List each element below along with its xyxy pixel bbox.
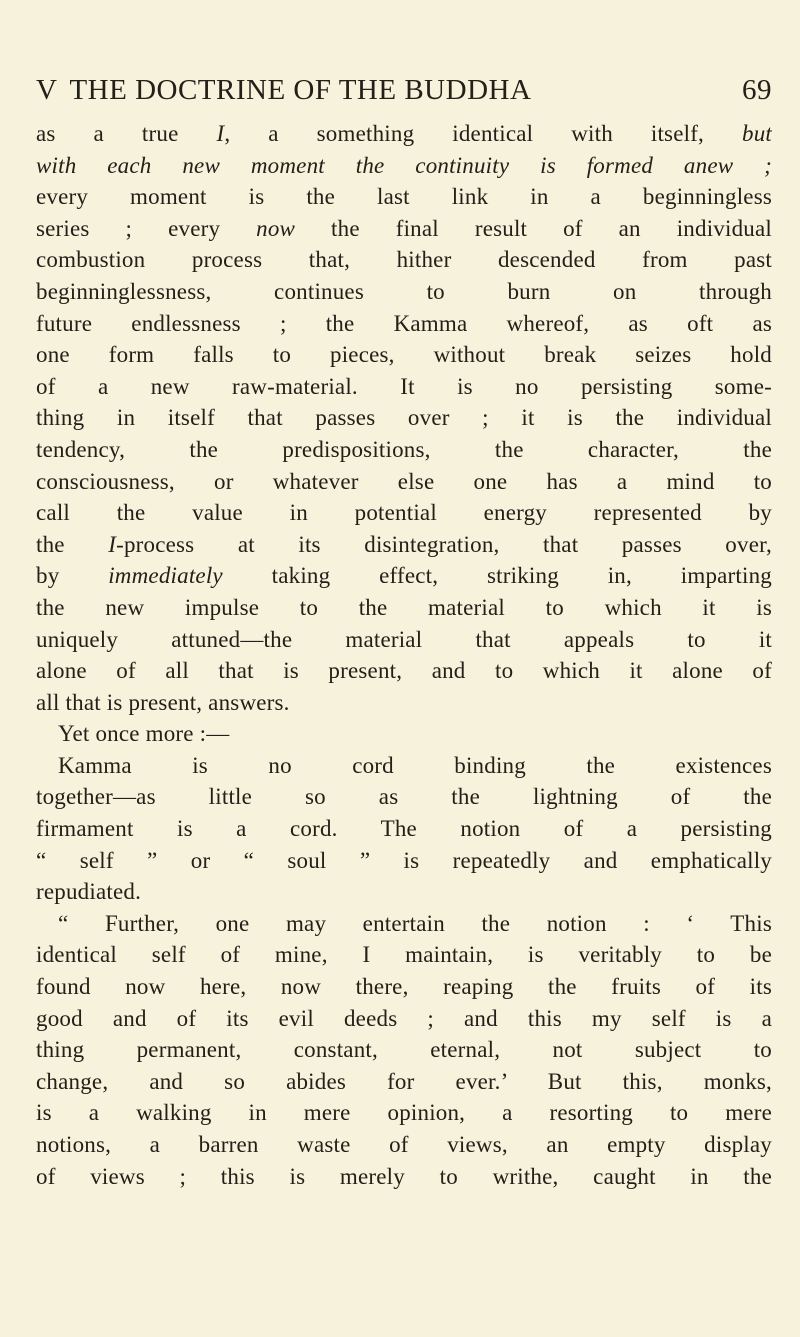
text-line: as a true I, a something identical with itself, but [36, 121, 772, 146]
text-line: call the value in potential energy represented by [36, 500, 772, 526]
text-line: Yet once more :— [58, 721, 230, 747]
text-line: firmament is a cord. The notion of a persisting [36, 816, 772, 842]
text-line: thing in itself that passes over ; it is the individual [36, 405, 772, 431]
text-line: thing permanent, constant, eternal, not subject to [36, 1037, 772, 1063]
text-line: repudiated. [36, 879, 142, 905]
text-line: all that is present, answers. [36, 689, 290, 715]
text-line: “ self ” or “ soul ” is repeatedly and emphatically [36, 847, 772, 873]
text-line: alone of all that is present, and to which it alone of [36, 658, 772, 684]
text-line: with each new moment the continuity is formed anew ; [36, 152, 772, 178]
running-head-left [36, 70, 531, 110]
text-line: the new impulse to the material to which it is [36, 594, 772, 620]
text-line: together—as little so as the lightning of the [36, 784, 772, 810]
page-number: 69 [742, 74, 772, 106]
text-line: “ Further, one may entertain the notion : ‘ This [58, 910, 772, 936]
text-line: one form falls to pieces, without break seizes hold [36, 342, 772, 368]
text-line: is a walking in mere opinion, a resorting to mere [36, 1100, 772, 1126]
text-line: of a new raw-material. It is no persisting some- [36, 373, 772, 399]
text-line: change, and so abides for ever.’ But this, monks, [36, 1068, 772, 1094]
text-line: good and of its evil deeds ; and this my self is a [36, 1005, 772, 1031]
text-line: by immediately taking effect, striking in, imparting [36, 563, 772, 589]
text-line: every moment is the last link in a beginningless [36, 184, 772, 210]
body-text [36, 118, 772, 1192]
text-line: combustion process that, hither descended from past [36, 247, 772, 273]
text-line: of views ; this is merely to writhe, caught in the [36, 1163, 772, 1189]
text-line: tendency, the predispositions, the character, the [36, 436, 772, 462]
text-line: beginninglessness, continues to burn on through [36, 278, 772, 304]
text-line: uniquely attuned—the material that appeals to it [36, 626, 772, 652]
text-line: Kamma is no cord binding the existences [58, 752, 772, 778]
text-line: identical self of mine, I maintain, is veritably to be [36, 942, 772, 968]
text-line: series ; every now the final result of an individual [36, 215, 772, 241]
text-line: consciousness, or whatever else one has a mind to [36, 468, 772, 494]
text-line: future endlessness ; the Kamma whereof, as oft as [36, 310, 772, 336]
book-page [36, 70, 772, 1192]
text-line: found now here, now there, reaping the fruits of its [36, 974, 772, 1000]
chapter-numeral: V [36, 74, 58, 106]
text-line: notions, a barren waste of views, an empty display [36, 1132, 772, 1157]
text-line: the I-process at its disintegration, that passes over, [36, 531, 772, 557]
running-head-title: THE DOCTRINE OF THE BUDDHA [69, 74, 532, 106]
running-head [36, 70, 772, 110]
